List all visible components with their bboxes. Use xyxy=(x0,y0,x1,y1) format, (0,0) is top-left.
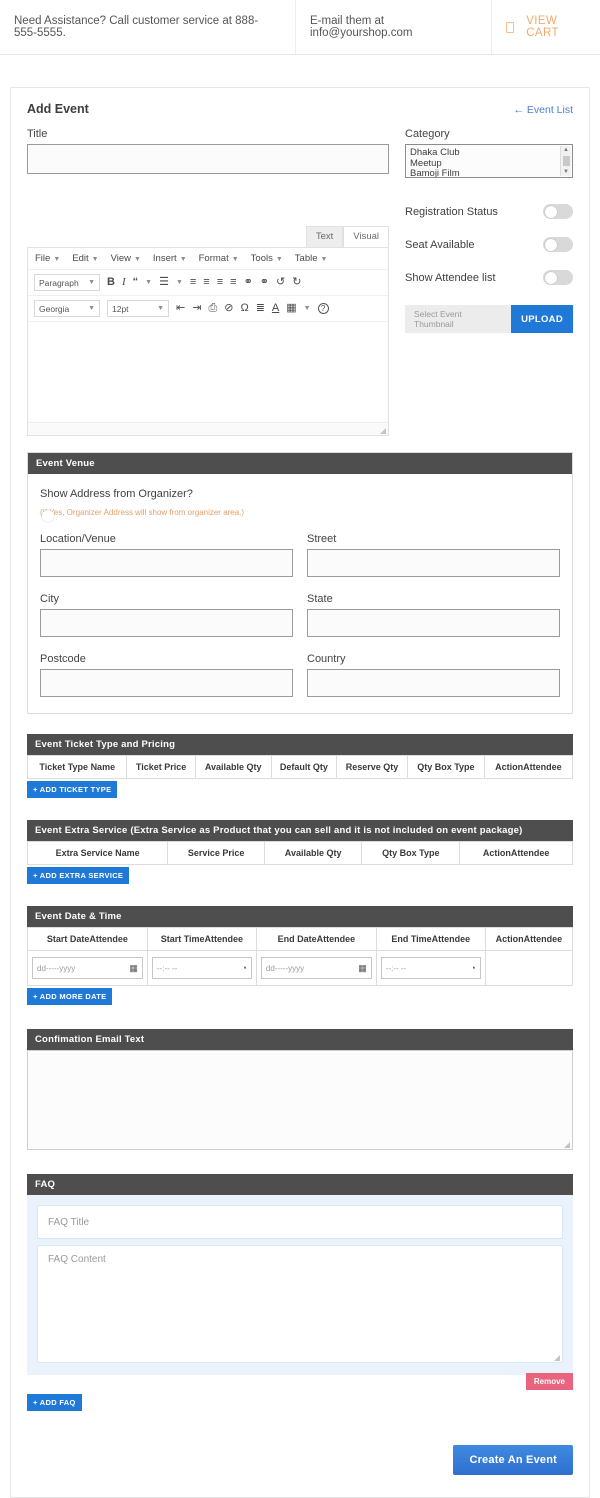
datetime-row xyxy=(28,951,573,986)
confirmation-email-panel xyxy=(27,1029,573,1150)
th-ticket-type-name: Ticket Type Name xyxy=(28,756,127,779)
event-list-link[interactable]: ← Event List xyxy=(513,104,573,116)
faq-title-input[interactable]: FAQ Title xyxy=(37,1205,563,1239)
editor-status-bar xyxy=(28,422,388,435)
registration-status-toggle[interactable] xyxy=(543,204,573,219)
link-icon[interactable]: ⚭ xyxy=(243,276,253,288)
ticket-type-header-row xyxy=(28,756,573,779)
font-size-select[interactable]: 12pt ▼ xyxy=(107,300,169,317)
scroll-down-icon[interactable]: ▼ xyxy=(563,169,569,175)
menu-edit[interactable]: Edit ▼ xyxy=(72,253,99,264)
seat-available-row xyxy=(405,237,573,252)
faq-body xyxy=(27,1195,573,1375)
faq-content-input[interactable]: FAQ Content xyxy=(37,1245,563,1363)
th-end-time: End TimeAttendee xyxy=(376,928,485,951)
street-input[interactable] xyxy=(307,549,560,577)
show-attendee-list-row xyxy=(405,270,573,285)
extra-service-title: Event Extra Service (Extra Service as Product that you can sell and it is not included on event package) xyxy=(27,820,573,841)
event-venue-body xyxy=(28,474,572,713)
redo-icon[interactable]: ↻ xyxy=(292,276,302,288)
thumbnail-upload-row xyxy=(405,305,573,333)
extra-service-panel xyxy=(27,820,573,884)
end-date-input[interactable]: dd-----yyyy ▦ xyxy=(261,957,372,979)
thumbnail-filename-field[interactable]: Select Event Thumbnail xyxy=(405,305,511,333)
top-columns xyxy=(27,128,573,436)
th-extra-qty-box-type: Qty Box Type xyxy=(362,842,460,865)
table-icon[interactable]: ▦ xyxy=(286,302,297,314)
editor-content-area[interactable] xyxy=(28,322,388,422)
tab-visual[interactable]: Visual xyxy=(343,226,389,247)
unlink-icon[interactable]: ⚭ xyxy=(259,276,269,288)
undo-icon[interactable]: ↺ xyxy=(276,276,286,288)
show-attendee-list-label: Show Attendee list xyxy=(405,271,496,284)
align-right-icon[interactable]: ≡ xyxy=(230,276,237,288)
th-reserve-qty: Reserve Qty xyxy=(337,756,408,779)
clock-icon-2[interactable]: ◔ xyxy=(470,963,476,973)
category-scrollbar[interactable] xyxy=(560,146,571,176)
category-option-1[interactable]: Meetup xyxy=(410,157,442,169)
start-time-cell xyxy=(147,951,256,986)
city-label: City xyxy=(40,593,59,605)
event-datetime-panel xyxy=(27,906,573,1005)
assistance-text: Need Assistance? Call customer service at 888-555-5555. xyxy=(0,0,296,54)
view-cart-button[interactable] xyxy=(492,0,600,54)
event-venue-panel xyxy=(27,452,573,714)
confirmation-email-title: Confimation Email Text xyxy=(27,1029,573,1050)
paste-icon[interactable]: ⎙ xyxy=(208,302,218,314)
clock-icon[interactable]: ◔ xyxy=(241,963,247,973)
th-end-date: End DateAttendee xyxy=(256,928,376,951)
font-family-select[interactable]: Georgia ▼ xyxy=(34,300,100,317)
start-date-input[interactable]: dd-----yyyy ▦ xyxy=(32,957,143,979)
create-event-button[interactable]: Create An Event xyxy=(453,1445,573,1475)
faq-remove-wrap xyxy=(27,1373,573,1390)
editor-tabs xyxy=(27,226,389,247)
rich-text-editor xyxy=(27,226,389,436)
country-input[interactable] xyxy=(307,669,560,697)
city-input[interactable] xyxy=(40,609,293,637)
add-ticket-type-button[interactable]: + ADD TICKET TYPE xyxy=(27,781,117,798)
faq-panel xyxy=(27,1174,573,1411)
align-left-icon[interactable]: ≡ xyxy=(203,276,210,288)
seat-available-label: Seat Available xyxy=(405,238,475,251)
category-select[interactable] xyxy=(405,144,573,178)
editor-toolbar-row-1 xyxy=(28,270,388,296)
clear-formatting-icon[interactable]: ⊘ xyxy=(224,302,234,314)
calendar-icon-2[interactable]: ▦ xyxy=(358,962,367,973)
th-ticket-price: Ticket Price xyxy=(127,756,195,779)
organizer-address-hint: (If Yes, Organizer Address will show from organizer area.) xyxy=(40,508,245,517)
add-more-date-button[interactable]: + ADD MORE DATE xyxy=(27,988,112,1005)
confirmation-email-textarea[interactable] xyxy=(27,1050,573,1150)
state-label: State xyxy=(307,593,333,605)
event-datetime-table xyxy=(27,927,573,986)
calendar-icon[interactable]: ▦ xyxy=(129,962,138,973)
th-start-date: Start DateAttendee xyxy=(28,928,148,951)
th-qty-box-type: Qty Box Type xyxy=(407,756,484,779)
add-faq-button[interactable]: + ADD FAQ xyxy=(27,1394,82,1411)
view-cart-label: VIEW CART xyxy=(526,15,559,39)
th-start-time: Start TimeAttendee xyxy=(147,928,256,951)
postcode-input[interactable] xyxy=(40,669,293,697)
editor-menubar xyxy=(28,248,388,270)
text-color-icon[interactable]: A xyxy=(271,302,280,314)
menu-format[interactable]: Format ▼ xyxy=(198,253,239,264)
horizontal-rule-icon[interactable]: ≣ xyxy=(255,302,265,314)
event-venue-title: Event Venue xyxy=(28,453,572,474)
add-extra-service-button[interactable]: + ADD EXTRA SERVICE xyxy=(27,867,129,884)
menu-view[interactable]: View ▼ xyxy=(110,253,141,264)
help-icon[interactable]: ? xyxy=(318,303,329,314)
page-title: Add Event xyxy=(27,102,89,116)
chevron-down-icon[interactable]: ▼ xyxy=(145,279,153,286)
th-extra-service-name: Extra Service Name xyxy=(28,842,168,865)
start-date-cell xyxy=(28,951,148,986)
add-event-card xyxy=(10,87,590,1498)
th-extra-available-qty: Available Qty xyxy=(265,842,362,865)
faq-title: FAQ xyxy=(27,1174,573,1195)
menu-file[interactable]: File ▼ xyxy=(35,253,61,264)
th-available-qty: Available Qty xyxy=(195,756,271,779)
extra-service-header-row xyxy=(28,842,573,865)
faq-remove-button[interactable]: Remove xyxy=(526,1373,573,1390)
align-center-icon[interactable]: ≡ xyxy=(216,276,224,288)
venue-row-1 xyxy=(40,533,560,577)
th-extra-action-attendee: ActionAttendee xyxy=(460,842,573,865)
event-datetime-title: Event Date & Time xyxy=(27,906,573,927)
registration-status-row xyxy=(405,204,573,219)
ticket-type-title: Event Ticket Type and Pricing xyxy=(27,734,573,755)
paragraph-style-select[interactable]: Paragraph ▼ xyxy=(34,274,100,291)
country-label: Country xyxy=(307,653,346,665)
postcode-label: Postcode xyxy=(40,653,86,665)
datetime-header-row xyxy=(28,928,573,951)
category-option-2[interactable]: Bamoji Film xyxy=(410,168,460,178)
location-venue-label: Location/Venue xyxy=(40,533,116,545)
end-time-cell xyxy=(376,951,485,986)
registration-status-label: Registration Status xyxy=(405,205,498,218)
editor-toolbar-row-2 xyxy=(28,296,388,322)
venue-row-3 xyxy=(40,653,560,697)
datetime-action-cell xyxy=(485,951,572,986)
editor-box xyxy=(27,247,389,436)
th-default-qty: Default Qty xyxy=(271,756,336,779)
submit-row xyxy=(27,1445,573,1475)
card-header xyxy=(27,102,573,116)
venue-row-2 xyxy=(40,593,560,637)
menu-tools[interactable]: Tools ▼ xyxy=(250,253,283,264)
start-time-input[interactable]: --:-- -- ◔ xyxy=(152,957,252,979)
title-input[interactable] xyxy=(27,144,389,174)
ticket-type-panel xyxy=(27,734,573,798)
cart-icon xyxy=(506,22,514,33)
chevron-down-icon-3[interactable]: ▼ xyxy=(303,305,311,312)
category-label: Category xyxy=(405,128,450,140)
bold-icon[interactable]: B xyxy=(107,276,115,288)
top-info-bar xyxy=(0,0,600,55)
menu-table[interactable]: Table ▼ xyxy=(294,253,328,264)
upload-button[interactable]: UPLOAD xyxy=(511,305,573,333)
special-character-icon[interactable]: Ω xyxy=(240,302,249,314)
blockquote-icon[interactable]: “ xyxy=(132,276,139,288)
seat-available-toggle[interactable] xyxy=(543,237,573,252)
ticket-type-table xyxy=(27,755,573,779)
tab-text[interactable]: Text xyxy=(306,226,343,247)
title-label: Title xyxy=(27,128,48,140)
menu-insert[interactable]: Insert ▼ xyxy=(152,253,187,264)
chevron-down-icon-2[interactable]: ▼ xyxy=(175,279,183,286)
scroll-up-icon[interactable]: ▲ xyxy=(563,147,569,153)
street-label: Street xyxy=(307,533,337,545)
category-option-0[interactable]: Dhaka Club xyxy=(410,147,460,158)
end-time-input[interactable]: --:-- -- ◔ xyxy=(381,957,481,979)
th-action-attendee: ActionAttendee xyxy=(484,756,572,779)
extra-service-table xyxy=(27,841,573,865)
italic-icon[interactable]: I xyxy=(121,276,126,288)
organizer-address-question: Show Address from Organizer? xyxy=(40,488,193,500)
page-wrapper xyxy=(0,55,600,1498)
scroll-thumb[interactable] xyxy=(563,156,570,166)
bullet-list-icon[interactable]: ☰ xyxy=(159,276,169,288)
decrease-indent-icon[interactable]: ⇤ xyxy=(176,302,186,314)
th-datetime-action: ActionAttendee xyxy=(485,928,572,951)
left-column xyxy=(27,128,389,436)
th-service-price: Service Price xyxy=(168,842,265,865)
increase-indent-icon[interactable]: ⇥ xyxy=(192,302,202,314)
location-venue-input[interactable] xyxy=(40,549,293,577)
email-text: E-mail them at info@yourshop.com xyxy=(296,0,492,54)
show-attendee-list-toggle[interactable] xyxy=(543,270,573,285)
right-column xyxy=(405,128,573,436)
numbered-list-icon[interactable]: ≡ xyxy=(189,276,197,288)
state-input[interactable] xyxy=(307,609,560,637)
end-date-cell xyxy=(256,951,376,986)
